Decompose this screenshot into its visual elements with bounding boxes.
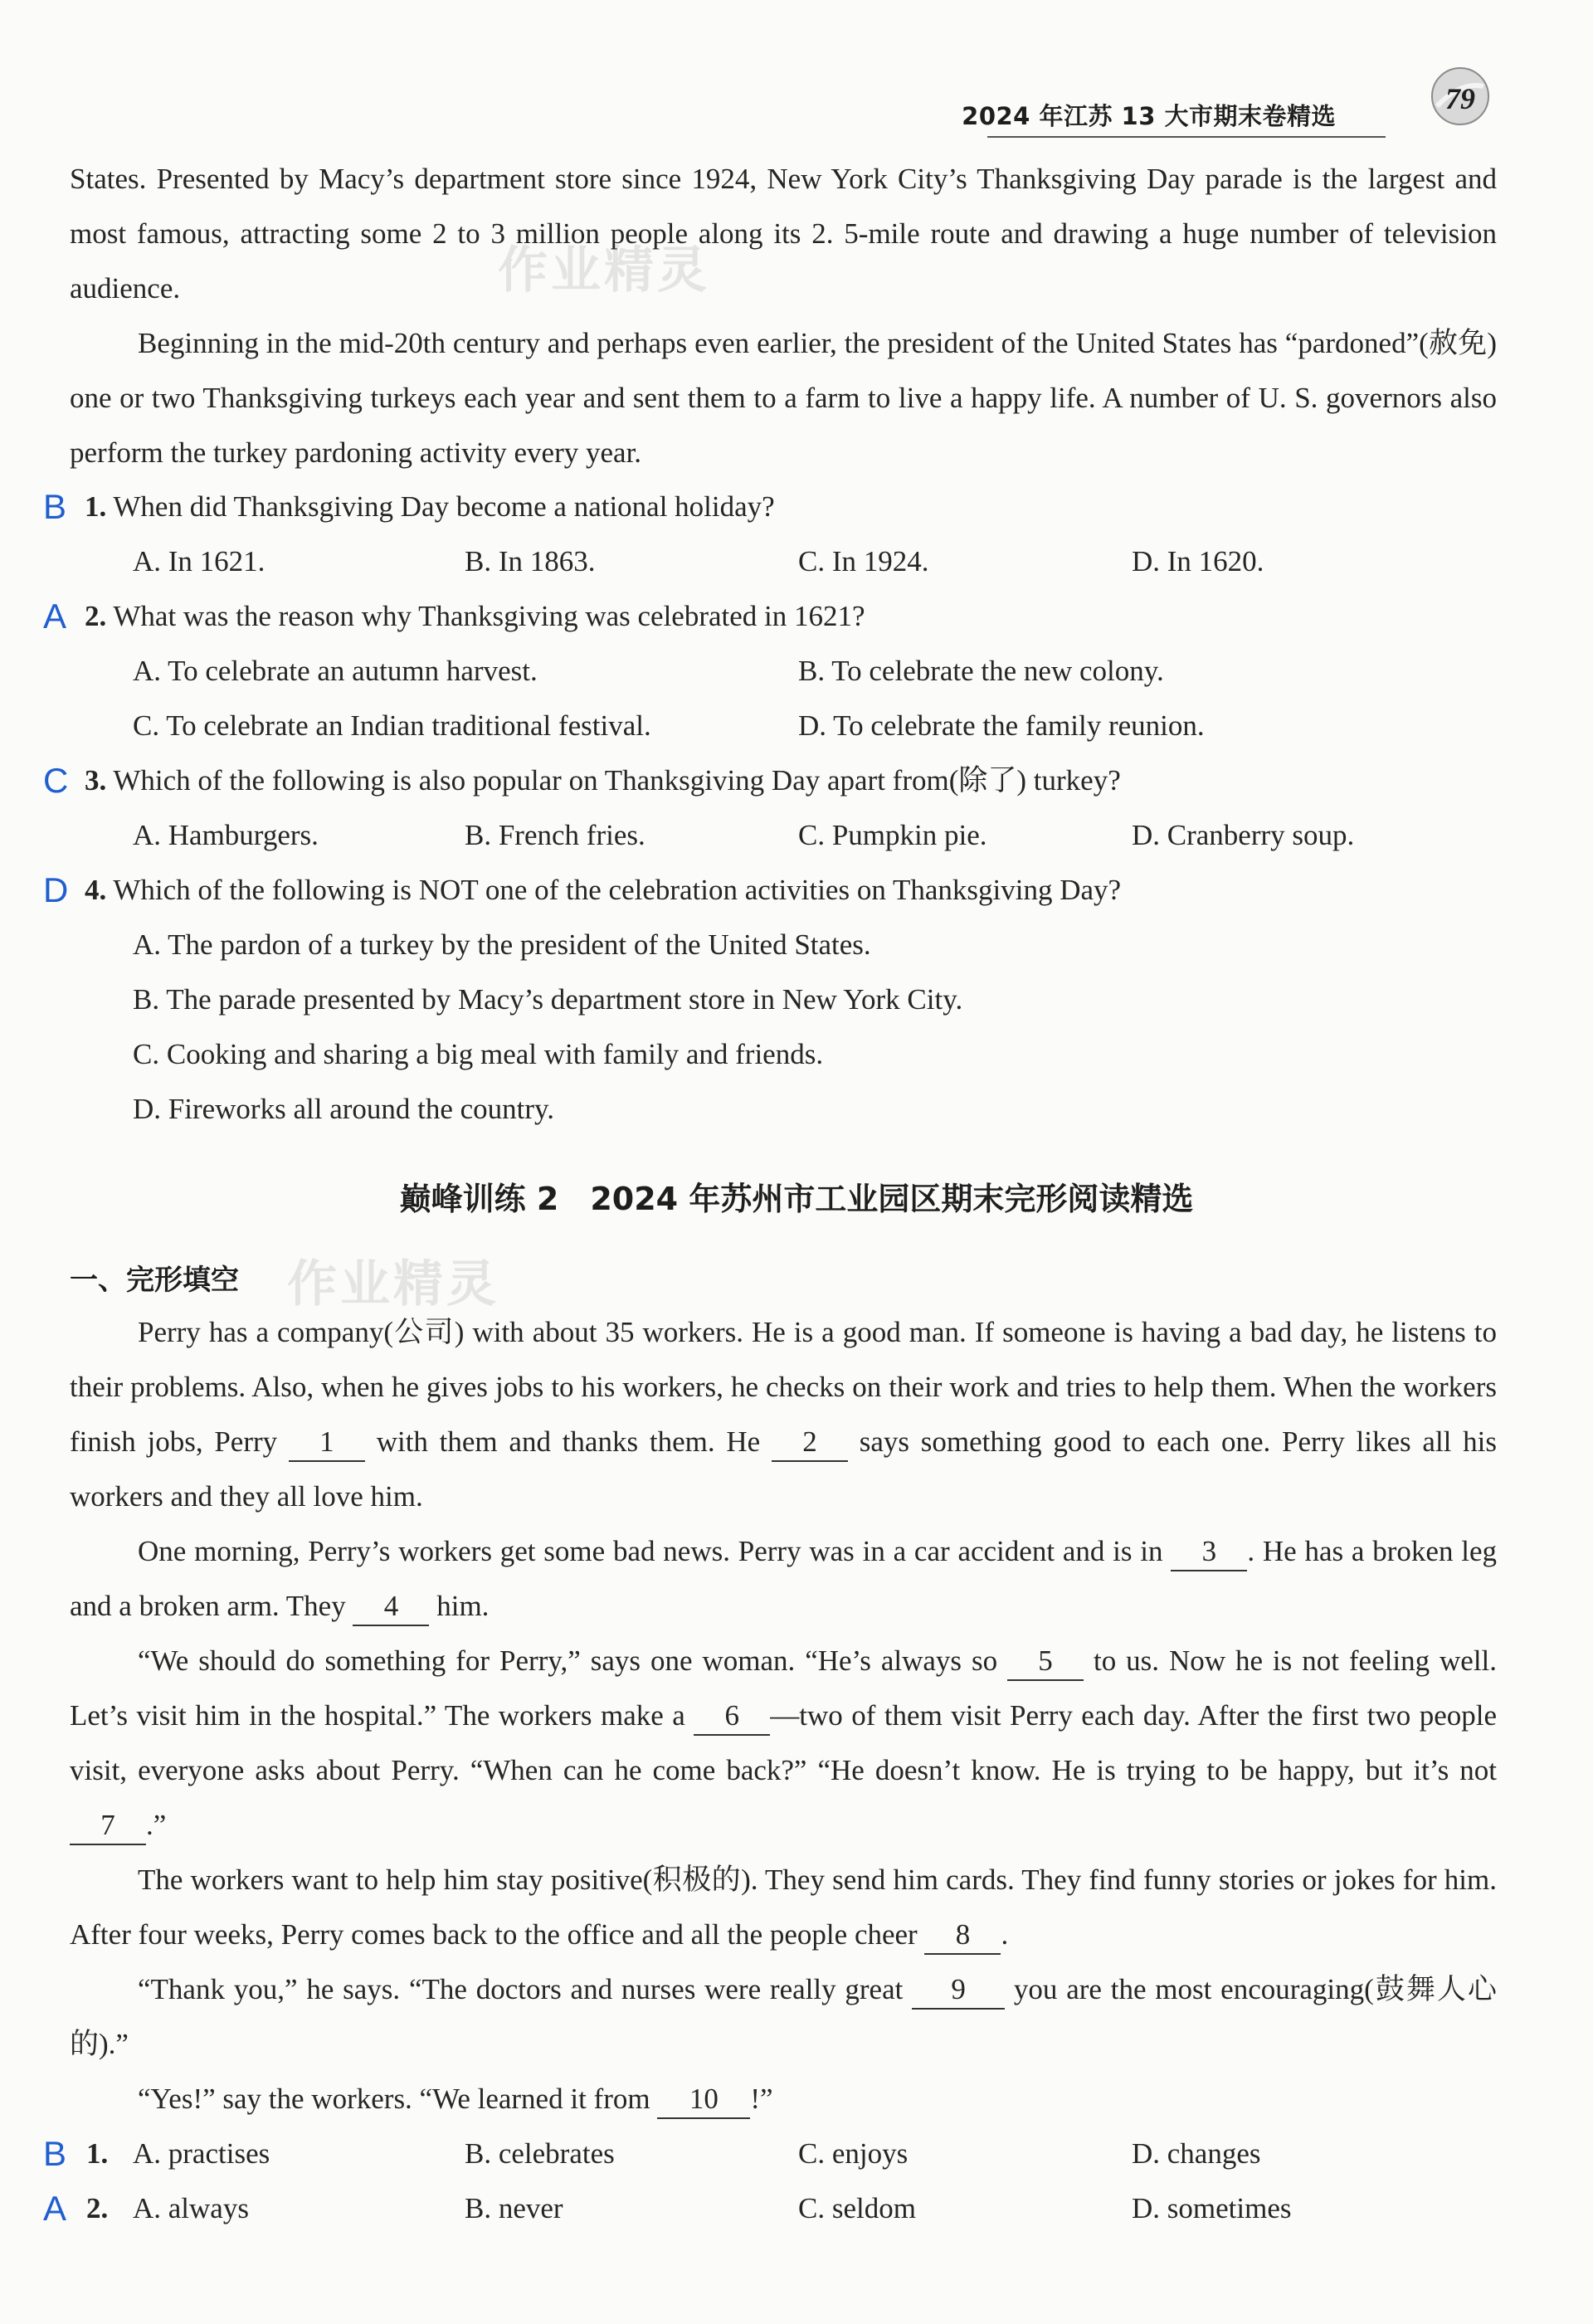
option-d: D. To celebrate the family reunion. (798, 709, 1205, 742)
option-a: A. In 1621. (133, 545, 266, 577)
blank-6: 6 (694, 1698, 770, 1736)
blank-3: 3 (1171, 1533, 1247, 1571)
option-b: B. In 1863. (465, 545, 596, 577)
question-text: Which of the following is also popular on Thanksgiving Day apart from(除了) turkey? (113, 764, 1121, 797)
blank-5: 5 (1007, 1643, 1084, 1681)
option-a: A. practises (133, 2137, 270, 2170)
option-a: A. always (133, 2192, 249, 2224)
blank-9: 9 (912, 1971, 1005, 2010)
blank-4: 4 (353, 1588, 429, 1626)
cloze-paragraph-3: “We should do something for Perry,” says one woman. “He’s always so 5 to us. Now he is not feeling well. Let’s visit him in the hospital.” The workers make a 6 —two of them visit Perry each day. After the first two people visit, everyone asks about Perry. “When can he come back?” “He doesn’t know. He is trying to be happy, but it’s not 7 .” (70, 1634, 1497, 1853)
passage-paragraph-2: Beginning in the mid-20th century and perhaps even earlier, the president of the United States has “pardoned”(赦免) one or two Thanksgiving turkeys each year and sent them to a farm to live a happy life. A number of U. S. governors also perform the turkey pardoning activity every year. (70, 327, 1497, 469)
option-b: B. To celebrate the new colony. (798, 655, 1164, 687)
question-4 (85, 863, 1121, 918)
option-d: D. In 1620. (1132, 545, 1264, 577)
watermark-1: 作业精灵 (498, 241, 710, 300)
option-c: C. Pumpkin pie. (798, 819, 987, 851)
question-text: Which of the following is NOT one of the celebration activities on Thanksgiving Day? (113, 874, 1122, 906)
option-d: D. sometimes (1132, 2192, 1292, 2224)
blank-1: 1 (289, 1424, 365, 1462)
option-a: A. Hamburgers. (133, 819, 319, 851)
cloze-paragraph-6: “Yes!” say the workers. “We learned it from 10 !” (70, 2072, 1497, 2127)
header-title: 2024 年江苏 13 大市期末卷精选 (962, 102, 1336, 130)
question-number: 3. (85, 764, 107, 797)
cloze-paragraph-5: “Thank you,” he says. “The doctors and nurses were really great 9 you are the most encouraging(鼓舞人心的).” (70, 1973, 1497, 2060)
handwritten-answer-q4: D (43, 870, 69, 909)
cloze-question-2 (86, 2181, 108, 2236)
blank-7: 7 (70, 1807, 146, 1845)
passage-paragraph-1: States. Presented by Macy’s department store since 1924, New York City’s Thanksgiving Day parade is the largest and most famous, attracting some 2 to 3 million people along its 2. 5-mile route and drawing a huge number of television audience. (70, 163, 1497, 305)
option-d: D. changes (1132, 2137, 1261, 2170)
part-title: 一、完形填空 (70, 1264, 239, 1297)
option-d: D. Fireworks all around the country. (133, 1093, 555, 1125)
option-c: C. To celebrate an Indian traditional festival. (133, 709, 651, 742)
option-a: A. The pardon of a turkey by the president of the United States. (133, 928, 871, 961)
option-c: C. Cooking and sharing a big meal with family and friends. (133, 1038, 824, 1070)
option-a: A. To celebrate an autumn harvest. (133, 655, 538, 687)
option-d: D. Cranberry soup. (1132, 819, 1355, 851)
page-number: 79 (1445, 82, 1475, 115)
blank-8: 8 (924, 1917, 1001, 1955)
cloze-paragraph-4: The workers want to help him stay positive(积极的). They send him cards. They find funny stories or jokes for him. After four weeks, Perry comes back to the office and all the people cheer 8 . (70, 1853, 1497, 1962)
handwritten-answer-q3: C (43, 761, 69, 800)
question-number: 2. (86, 2192, 109, 2224)
blank-2: 2 (772, 1424, 848, 1462)
header-rule (987, 136, 1386, 138)
watermark-2: 作业精灵 (287, 1255, 499, 1313)
question-1 (85, 480, 775, 534)
cloze-paragraph-1: Perry has a company(公司) with about 35 workers. He is a good man. If someone is having a bad day, he listens to their problems. Also, when he gives jobs to his workers, he checks on their work and tries to help them. When the workers finish jobs, Perry 1 with them and thanks them. He 2 says something good to each one. Perry likes all his workers and they all love him. (70, 1316, 1498, 1513)
handwritten-answer-c2: A (43, 2189, 67, 2228)
option-c: C. enjoys (798, 2137, 909, 2170)
question-text: When did Thanksgiving Day become a national holiday? (113, 490, 775, 523)
page-header (962, 98, 1435, 138)
question-3 (85, 753, 1121, 808)
option-b: B. celebrates (465, 2137, 615, 2170)
handwritten-answer-q2: A (43, 597, 67, 636)
question-number: 1. (85, 490, 107, 523)
question-number: 2. (85, 600, 107, 632)
handwritten-answer-c1: B (43, 2134, 67, 2173)
cloze-paragraph-2: One morning, Perry’s workers get some bad news. Perry was in a car accident and is in 3 . He has a broken leg and a broken arm. They 4 him. (70, 1524, 1497, 1634)
question-number: 4. (85, 874, 107, 906)
option-b: B. The parade presented by Macy’s department store in New York City. (133, 983, 963, 1016)
option-b: B. French fries. (465, 819, 645, 851)
question-text: What was the reason why Thanksgiving was celebrated in 1621? (113, 600, 865, 632)
cloze-question-1 (86, 2127, 108, 2181)
option-b: B. never (465, 2192, 563, 2224)
section-title: 巅峰训练 2 2024 年苏州市工业园区期末完形阅读精选 (399, 1181, 1194, 1217)
option-c: C. seldom (798, 2192, 916, 2224)
blank-10: 10 (657, 2081, 750, 2119)
question-2 (85, 589, 865, 644)
option-c: C. In 1924. (798, 545, 929, 577)
question-number: 1. (86, 2137, 109, 2170)
handwritten-answer-q1: B (43, 487, 67, 526)
